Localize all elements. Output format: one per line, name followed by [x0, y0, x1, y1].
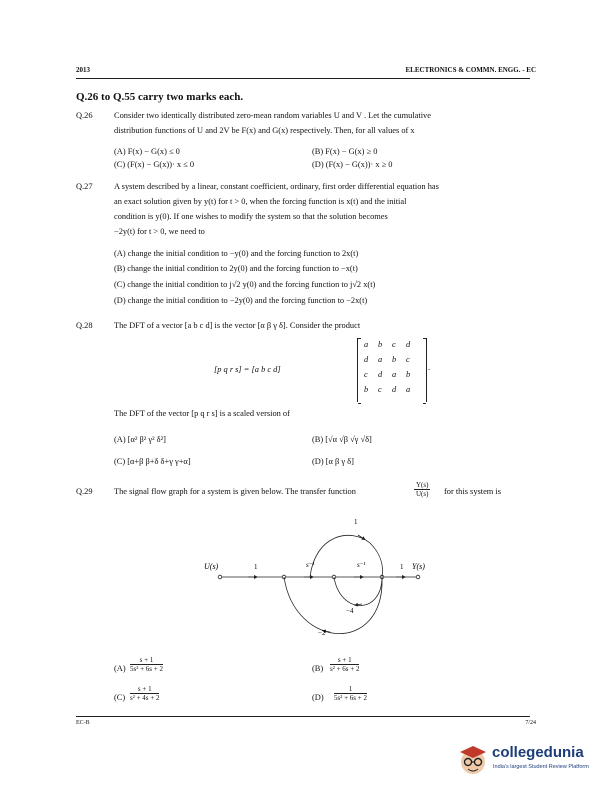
node-output [416, 575, 420, 579]
q28-matrix-dot: . [428, 363, 431, 372]
collegedunia-watermark [456, 740, 606, 784]
q28-line1: The DFT of a vector [a b c d] is the vector [α β γ δ]. Consider the product [114, 321, 361, 330]
q29-option-c-num: s + 1 [130, 685, 159, 694]
matrix-cell: b [364, 385, 369, 394]
q27-option-d: (D) change the initial condition to −2y(0) and the forcing function to −2x(t) [114, 296, 368, 305]
matrix-cell: a [406, 385, 411, 394]
matrix-cell: d [364, 355, 369, 364]
signal-flow-graph [200, 515, 460, 655]
matrix-cell: a [378, 355, 383, 364]
label-gain-top: 1 [354, 518, 358, 526]
q26-option-b: (B) F(x) − G(x) ≥ 0 [312, 147, 378, 156]
q26-option-a: (A) F(x) − G(x) ≤ 0 [114, 147, 180, 156]
matrix-cell: c [406, 355, 410, 364]
matrix-cell: d [392, 385, 397, 394]
q27-line3: condition is y(0). If one wishes to modify the system so that the solution becomes [114, 212, 388, 221]
q29-option-d-fraction [334, 685, 367, 702]
footer-page: 7/24 [525, 720, 536, 726]
q26-line2: distribution functions of U and 2V be F(x) and G(x) respectively. Then, for all values of x [114, 126, 415, 135]
q27-option-c: (C) change the initial condition to j√2 y(0) and the forcing function to j√2 x(t) [114, 280, 376, 289]
label-minus4: −4 [346, 607, 354, 615]
label-minus2: −2 [318, 629, 326, 637]
matrix-cell: a [364, 340, 369, 349]
collegedunia-tagline: India's largest Student Review Platform [493, 764, 589, 770]
q29-option-d-num: 1 [334, 685, 367, 694]
q27-line2: an exact solution given by y(t) for t > 0, when the forcing function is x(t) and the initial [114, 197, 407, 206]
q26-option-c: (C) (F(x) − G(x))· x ≤ 0 [114, 160, 195, 169]
q29-option-d-label: (D) [312, 693, 324, 702]
branch-minus4 [334, 577, 382, 606]
q27-line4: −2y(t) for t > 0, we need to [114, 227, 205, 236]
matrix-cell: a [392, 370, 397, 379]
label-input: U(s) [204, 562, 219, 571]
matrix-cell: b [406, 370, 411, 379]
graduate-icon [456, 740, 490, 780]
header-year: 2013 [76, 66, 90, 74]
q29-option-a-label: (A) [114, 664, 126, 673]
q28-number: Q.28 [76, 321, 93, 330]
collegedunia-name: collegedunia [492, 744, 584, 761]
matrix-cell: b [392, 355, 397, 364]
q29-option-c-label: (C) [114, 693, 126, 702]
q29-line1-end: for this system is [444, 487, 501, 496]
q29-option-b-label: (B) [312, 664, 324, 673]
q27-option-b: (B) change the initial condition to 2y(0) and the forcing function to −x(t) [114, 264, 358, 273]
q28-matrix [357, 338, 427, 402]
branch-top [310, 535, 383, 577]
matrix-cell: c [378, 385, 382, 394]
q29-option-a-den: 5s² + 6s + 2 [130, 665, 163, 673]
q29-option-d-den: 5s² + 6s + 2 [334, 694, 367, 702]
q27-number: Q.27 [76, 182, 93, 191]
q29-option-b-fraction [330, 656, 359, 673]
label-s1a: s⁻¹ [306, 561, 315, 569]
q29-number: Q.29 [76, 487, 93, 496]
matrix-cell: c [364, 370, 368, 379]
footer-rule [76, 716, 530, 717]
matrix-cell: d [378, 370, 383, 379]
q28-product-lhs: [p q r s] = [a b c d] [214, 365, 281, 374]
header-paper: ELECTRONICS & COMMN. ENGG. - EC [405, 66, 536, 74]
label-output: Y(s) [412, 562, 425, 571]
q29-option-b-num: s + 1 [330, 656, 359, 665]
q29-tf-denominator: U(s) [416, 490, 429, 498]
q29-tf-numerator: Y(s) [416, 481, 429, 489]
q29-option-b-den: s² + 6s + 2 [330, 665, 360, 673]
arrow-minus4 [356, 604, 362, 605]
matrix-cell: d [406, 340, 411, 349]
q28-line2: The DFT of the vector [p q r s] is a scaled version of [114, 409, 290, 418]
label-gain-out: 1 [400, 563, 404, 571]
q29-option-a-fraction [130, 656, 163, 673]
header-rule [76, 78, 530, 79]
node-input [218, 575, 222, 579]
branch-minus2 [284, 577, 382, 634]
matrix-cell: b [378, 340, 383, 349]
q27-option-a: (A) change the initial condition to −y(0) and the forcing function to 2x(t) [114, 249, 359, 258]
label-gain-in: 1 [254, 563, 258, 571]
section-title: Q.26 to Q.55 carry two marks each. [76, 91, 244, 103]
label-s1b: s⁻¹ [357, 561, 366, 569]
q26-number: Q.26 [76, 111, 93, 120]
footer-left: EC-B [76, 720, 90, 726]
q28-option-a: (A) [α² β² γ² δ²] [114, 435, 166, 444]
q29-line1: The signal flow graph for a system is given below. The transfer function [114, 487, 356, 496]
q28-option-b: (B) [√α √β √γ √δ] [312, 435, 372, 444]
q26-option-d: (D) (F(x) − G(x))· x ≥ 0 [312, 160, 393, 169]
matrix-cell: c [392, 340, 396, 349]
q29-option-a-num: s + 1 [130, 656, 163, 665]
q26-line1: Consider two identically distributed zero-mean random variables U and V . Let the cumulative [114, 111, 431, 120]
q29-transfer-fraction [414, 481, 430, 498]
q28-option-c: (C) [α+β β+δ δ+γ γ+α] [114, 457, 191, 466]
q29-option-c-den: s² + 4s + 2 [130, 694, 160, 702]
q29-option-c-fraction [130, 685, 159, 702]
q28-option-d: (D) [α β γ δ] [312, 457, 354, 466]
q27-line1: A system described by a linear, constant coefficient, ordinary, first order differential equation has [114, 182, 439, 191]
